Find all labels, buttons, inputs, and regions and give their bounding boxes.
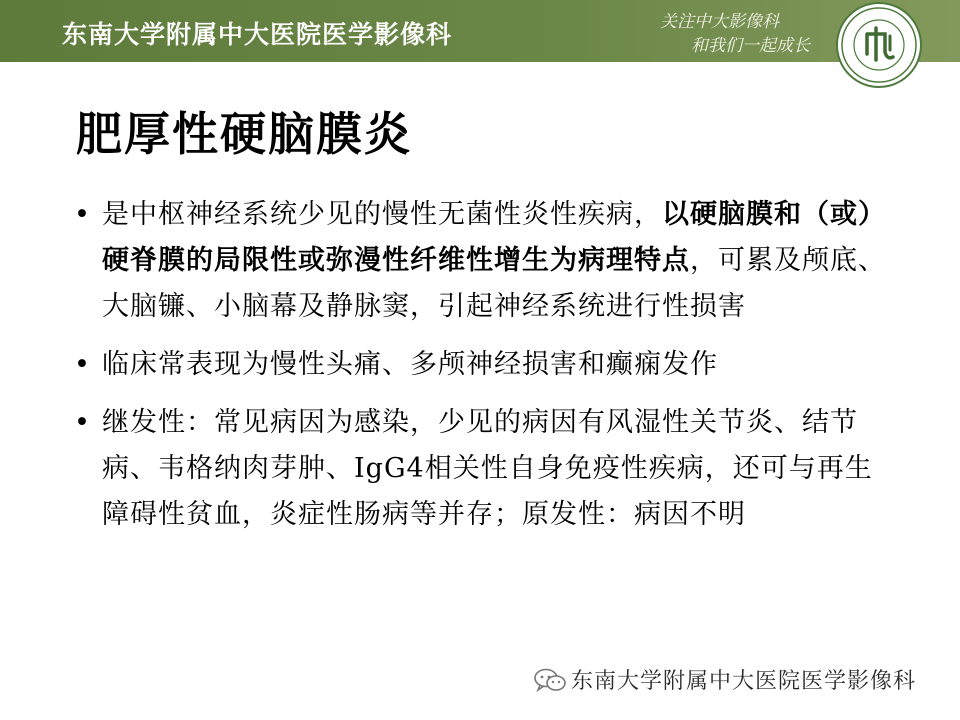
bullet-dot: • [74,407,91,438]
bullet-item-3 [70,400,900,538]
bullet-1-text: 是中枢神经系统少见的慢性无菌性炎性疾病， [102,199,662,230]
hospital-logo [836,2,922,88]
slogan-line-1: 关注中大影像科 [660,12,779,32]
header-banner [0,0,960,62]
hospital-seal-icon [838,4,920,86]
bullet-list [70,192,900,550]
bullet-1-bold-text: 以硬脑膜和（或）硬脊膜的局限性或弥漫性纤维性增生为病理特点 [102,199,886,276]
institution-name: 东南大学附属中大医院医学影像科 [62,20,453,49]
watermark-text: 东南大学附属中大医院医学影像科 [571,669,917,694]
bullet-item-2 [70,342,900,388]
bullet-2-text: 临床常表现为慢性头痛、多颅神经损害和癫痫发作 [102,349,718,380]
bullet-3-text: 继发性：常见病因为感染，少见的病因有风湿性关节炎、结节病、韦格纳肉芽肿、IgG4相关性自身免疫性疾病，还可与再生障碍性贫血，炎症性肠病等并存；原发性：病因不明 [102,407,873,530]
slide-title: 肥厚性硬脑膜炎 [76,107,412,161]
bullet-1-text-after: ，可累及颅底、大脑镰、小脑幕及静脉窦，引起神经系统进行性损害 [102,245,886,322]
bullet-item-1 [70,192,900,330]
slogan-line-2: 和我们一起成长 [691,36,810,56]
bullet-dot: • [74,199,91,230]
wechat-watermark [533,664,916,695]
slogan [660,10,810,58]
wechat-icon [533,667,567,693]
bullet-dot: • [74,349,91,380]
